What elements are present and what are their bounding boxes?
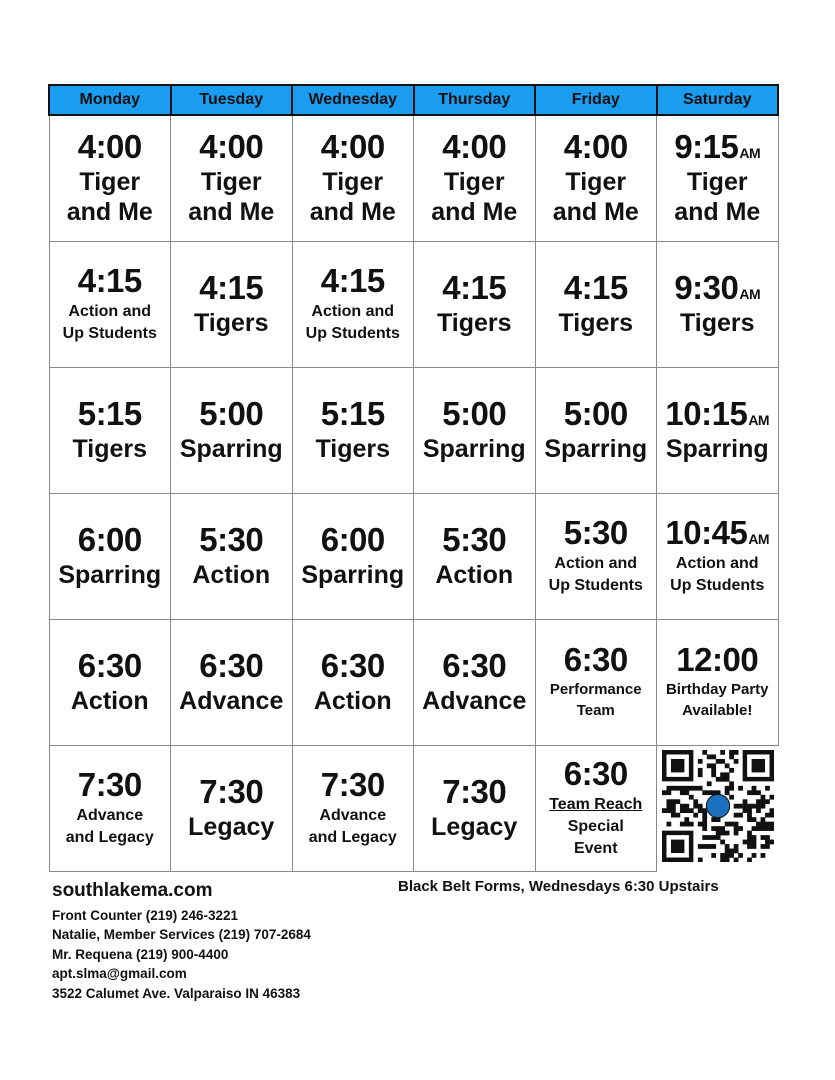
class-name-line: and Me [552, 198, 639, 226]
time-value: 9:30 [674, 268, 739, 306]
day-header-wednesday: Wednesday [292, 85, 414, 115]
class-name-line: and Legacy [308, 829, 397, 846]
class-name [536, 794, 657, 860]
qr-code-cell [657, 746, 779, 872]
time-value: 4:00 [442, 127, 507, 165]
time-value: 5:30 [563, 513, 628, 551]
class-time [171, 394, 292, 432]
class-name-line: Legacy [188, 812, 275, 841]
class-time [50, 646, 171, 684]
class-cell [657, 242, 779, 368]
class-cell [535, 746, 657, 872]
class-name-line: Tigers [72, 434, 148, 463]
class-cell [292, 368, 414, 494]
class-name-line: Tiger [79, 167, 141, 196]
front-counter-phone: Front Counter (219) 246-3221 [52, 907, 239, 923]
class-name-line: Action [192, 560, 271, 589]
class-name-line: Advance [422, 686, 527, 715]
time-value: 7:30 [77, 765, 142, 803]
class-name-line: Tiger [565, 167, 627, 196]
class-name [293, 805, 414, 849]
class-name [50, 301, 171, 345]
time-value: 7:30 [199, 772, 264, 810]
class-time [536, 641, 657, 679]
class-cell [49, 368, 171, 494]
class-cell [535, 115, 657, 242]
class-name-line: Sparring [665, 434, 769, 463]
time-value: 4:15 [77, 261, 142, 299]
class-time [171, 268, 292, 306]
class-time [657, 513, 778, 551]
class-time [536, 754, 657, 792]
class-time [171, 520, 292, 558]
time-value: 4:15 [442, 268, 507, 306]
class-name [293, 560, 414, 591]
class-cell [49, 242, 171, 368]
class-name-line: Action and [554, 554, 638, 572]
class-cell [414, 746, 536, 872]
class-time [50, 520, 171, 558]
class-cell [414, 620, 536, 746]
class-cell [657, 494, 779, 620]
time-value: 6:00 [320, 520, 385, 558]
time-value: 5:15 [77, 394, 142, 432]
class-name [414, 812, 535, 843]
time-value: 5:30 [199, 520, 264, 558]
class-name-line: Action [435, 560, 514, 589]
time-value: 6:30 [563, 641, 628, 679]
class-name [414, 167, 535, 228]
class-name-line: Performance [549, 681, 642, 699]
member-services-phone: Natalie, Member Services (219) 707-2684 [52, 927, 311, 943]
class-name-line: and Me [431, 198, 518, 226]
class-cell [535, 242, 657, 368]
time-value: 6:00 [77, 520, 142, 558]
black-belt-note: Black Belt Forms, Wednesdays 6:30 Upstairs [398, 878, 719, 895]
class-name-line: Action and [311, 302, 395, 320]
website-link[interactable]: southlakema.com [52, 880, 213, 901]
class-schedule-table [48, 84, 779, 872]
class-name-line: Tiger [686, 167, 748, 196]
class-name [536, 553, 657, 597]
day-header-thursday: Thursday [414, 85, 536, 115]
class-name-line: Tigers [193, 308, 269, 337]
schedule-body [49, 115, 778, 872]
time-value: 5:00 [199, 394, 264, 432]
class-time [414, 268, 535, 306]
street-address: 3522 Calumet Ave. Valparaiso IN 46383 [52, 986, 301, 1002]
class-cell [171, 368, 293, 494]
class-cell [171, 746, 293, 872]
class-name-line: Tigers [436, 308, 512, 337]
class-time [50, 127, 171, 165]
time-value: 5:00 [563, 394, 628, 432]
class-time [536, 513, 657, 551]
time-value: 4:00 [320, 127, 385, 165]
time-slot-row [49, 115, 778, 242]
class-time [171, 127, 292, 165]
class-time [50, 765, 171, 803]
class-name-line: Tiger [200, 167, 262, 196]
class-name-line: Tigers [679, 308, 755, 337]
class-cell [171, 115, 293, 242]
time-value: 5:30 [442, 520, 507, 558]
ampm-suffix: AM [748, 530, 770, 547]
time-value: 5:15 [320, 394, 385, 432]
class-name-line: Up Students [62, 325, 157, 342]
time-value: 9:15 [674, 127, 739, 165]
class-name-line: Team [576, 702, 615, 719]
class-name [657, 553, 778, 597]
class-cell [535, 494, 657, 620]
time-value: 4:15 [320, 261, 385, 299]
class-cell [49, 746, 171, 872]
class-name [293, 686, 414, 717]
class-name-line: Action and [68, 302, 152, 320]
class-name-line: Tigers [315, 434, 391, 463]
class-time [50, 394, 171, 432]
day-header-tuesday: Tuesday [171, 85, 293, 115]
class-cell [292, 242, 414, 368]
class-name-line: Tiger [322, 167, 384, 196]
class-name-line: Advance [179, 686, 284, 715]
class-time [657, 127, 778, 165]
day-header-saturday: Saturday [657, 85, 779, 115]
class-name-line: Sparring [301, 560, 405, 589]
class-cell [657, 115, 779, 242]
class-name [657, 434, 778, 465]
class-cell [171, 620, 293, 746]
class-time [414, 394, 535, 432]
class-cell [171, 242, 293, 368]
time-value: 7:30 [320, 765, 385, 803]
time-value: 6:30 [199, 646, 264, 684]
class-time [414, 520, 535, 558]
class-name-line: Advance [319, 806, 387, 824]
class-name-line: Tiger [443, 167, 505, 196]
ampm-suffix: AM [739, 285, 761, 302]
class-time [536, 394, 657, 432]
time-slot-row [49, 746, 778, 872]
class-cell [657, 620, 779, 746]
class-name-line: Action [313, 686, 392, 715]
class-time [293, 765, 414, 803]
class-name [50, 167, 171, 228]
day-header-monday: Monday [49, 85, 171, 115]
class-name [536, 680, 657, 721]
class-name-line: and Me [188, 198, 275, 226]
class-name-line: Up Students [670, 577, 765, 594]
class-time [536, 127, 657, 165]
class-name [50, 434, 171, 465]
day-header-row [49, 85, 778, 115]
class-name [171, 308, 292, 339]
class-name-line: Tigers [558, 308, 634, 337]
time-value: 4:00 [563, 127, 628, 165]
class-time [293, 394, 414, 432]
class-name-line: Up Students [305, 325, 400, 342]
class-time [171, 646, 292, 684]
class-name [171, 560, 292, 591]
class-name-line: Action [70, 686, 149, 715]
class-name [536, 434, 657, 465]
class-name-line: and Me [674, 198, 761, 226]
class-time [171, 772, 292, 810]
class-cell [414, 368, 536, 494]
time-value: 6:30 [77, 646, 142, 684]
class-cell [49, 494, 171, 620]
class-name [293, 434, 414, 465]
time-value: 6:30 [442, 646, 507, 684]
class-cell [292, 115, 414, 242]
time-value: 6:30 [563, 754, 628, 792]
class-time [50, 261, 171, 299]
class-time [293, 127, 414, 165]
class-cell [49, 115, 171, 242]
class-name-line: Up Students [548, 577, 643, 594]
ampm-suffix: AM [739, 144, 761, 161]
class-name-line: Sparring [544, 434, 648, 463]
class-time [414, 127, 535, 165]
class-cell [292, 620, 414, 746]
class-name [657, 167, 778, 228]
class-cell [535, 620, 657, 746]
class-name [50, 805, 171, 849]
class-name [50, 686, 171, 717]
time-value: 4:00 [77, 127, 142, 165]
class-name [50, 560, 171, 591]
class-cell [292, 494, 414, 620]
time-slot-row [49, 494, 778, 620]
class-name [657, 308, 778, 339]
time-value: 4:15 [563, 268, 628, 306]
time-value: 12:00 [676, 641, 759, 679]
class-cell [535, 368, 657, 494]
class-name [414, 434, 535, 465]
class-cell [657, 368, 779, 494]
class-time [414, 646, 535, 684]
class-name [657, 680, 778, 721]
class-name-line: Sparring [179, 434, 283, 463]
class-time [657, 641, 778, 679]
class-name [536, 167, 657, 228]
class-name-line: Available! [682, 702, 753, 719]
time-slot-row [49, 242, 778, 368]
class-name [171, 686, 292, 717]
class-name-line: Special [567, 817, 624, 835]
contact-info [52, 880, 311, 1004]
class-cell [292, 746, 414, 872]
class-name-line: Birthday Party [665, 681, 769, 699]
class-name-line: Event [573, 840, 618, 858]
time-slot-row [49, 368, 778, 494]
class-name-line: Team Reach [549, 795, 643, 813]
time-value: 7:30 [442, 772, 507, 810]
class-name [171, 167, 292, 228]
instructor-phone: Mr. Requena (219) 900-4400 [52, 946, 229, 962]
qr-code-icon[interactable] [662, 750, 774, 862]
class-name [171, 812, 292, 843]
class-name-line: Advance [76, 806, 144, 824]
class-name [171, 434, 292, 465]
time-value: 4:15 [199, 268, 264, 306]
class-cell [49, 620, 171, 746]
time-value: 6:30 [320, 646, 385, 684]
class-name-line: Action and [675, 554, 759, 572]
ampm-suffix: AM [748, 411, 770, 428]
class-time [293, 646, 414, 684]
day-header-friday: Friday [535, 85, 657, 115]
class-name-line: and Legacy [65, 829, 154, 846]
class-name-line: and Me [66, 198, 153, 226]
class-time [536, 268, 657, 306]
class-time [414, 772, 535, 810]
class-cell [414, 115, 536, 242]
class-name-line: Sparring [58, 560, 162, 589]
class-name [293, 167, 414, 228]
class-name [414, 560, 535, 591]
class-cell [414, 494, 536, 620]
email-address: apt.slma@gmail.com [52, 966, 187, 982]
class-time [293, 520, 414, 558]
time-value: 5:00 [442, 394, 507, 432]
class-name-line: Legacy [431, 812, 518, 841]
class-name-line: and Me [309, 198, 396, 226]
time-value: 10:15 [665, 394, 748, 432]
time-value: 4:00 [199, 127, 264, 165]
class-name-line: Sparring [422, 434, 526, 463]
class-name [293, 301, 414, 345]
class-cell [414, 242, 536, 368]
class-time [293, 261, 414, 299]
class-cell [171, 494, 293, 620]
time-value: 10:45 [665, 513, 748, 551]
class-time [657, 394, 778, 432]
time-slot-row [49, 620, 778, 746]
class-name [536, 308, 657, 339]
class-time [657, 268, 778, 306]
class-name [414, 686, 535, 717]
class-name [414, 308, 535, 339]
